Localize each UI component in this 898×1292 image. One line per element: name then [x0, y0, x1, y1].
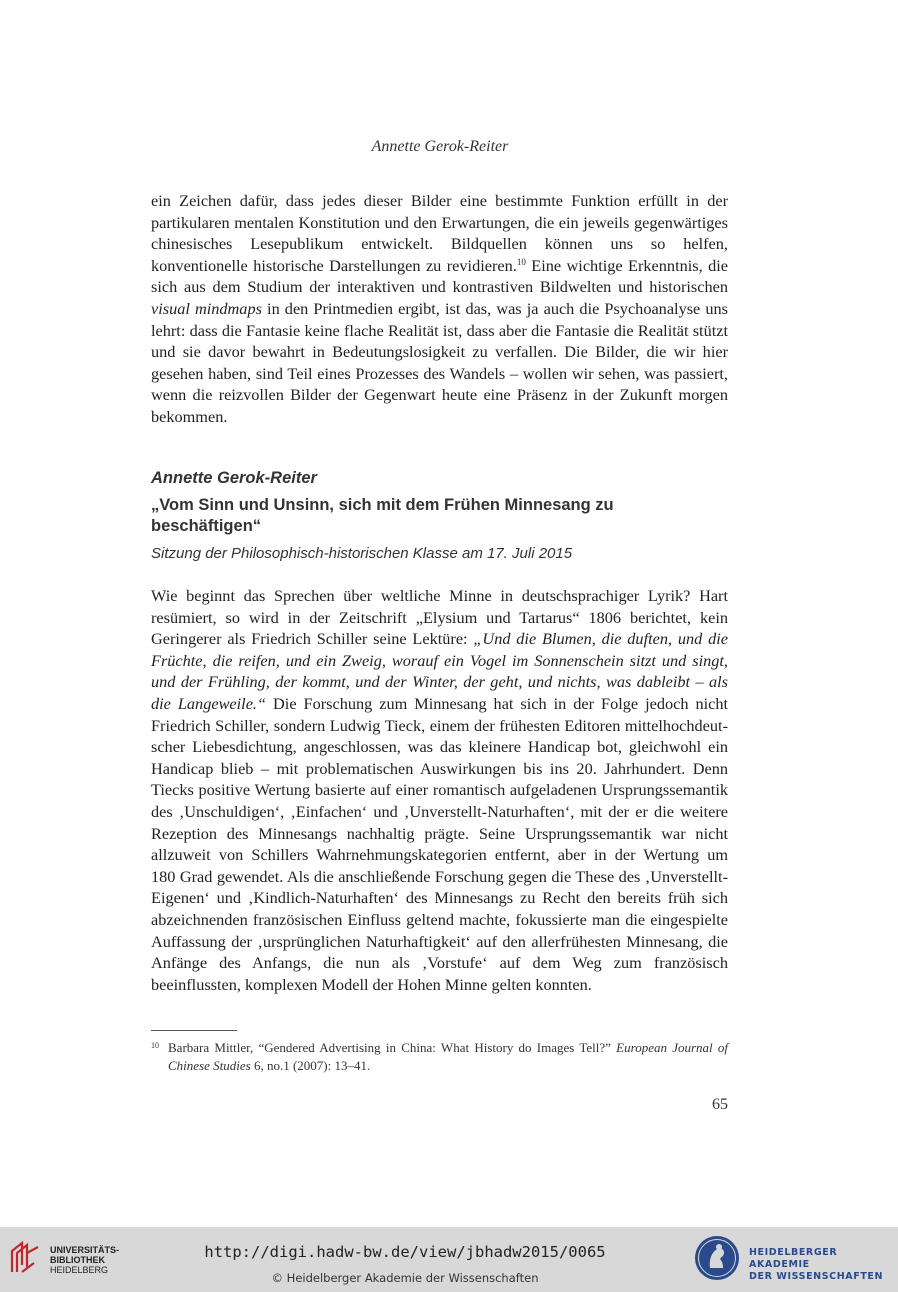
- document-url-link[interactable]: http://digi.hadw-bw.de/view/jbhadw2015/0065: [204, 1243, 606, 1261]
- ub-line-3: HEIDELBERG: [50, 1265, 109, 1275]
- page-number: 65: [712, 1096, 728, 1113]
- copyright-notice: © Heidelberger Akademie der Wissenschaften: [271, 1271, 539, 1285]
- para1-text-3: in den Printmedien ergibt, ist das, was ja auch die Psychoanalyse uns lehrt: dass die Fantasie keine flache Realität ist, dass aber die Fantasie die Realität stützt und sie davor bewahrt in Bedeutungslosigkeit zu verfallen. Die Bilder, die wir hier gesehen haben, sind Teil eines Prozesses des Wandels – wollen wir sehen, was passiert, wenn die reizvollen Bilder der Gegenwart heute eine Präsenz in der Zukunft morgen bekommen.: [151, 298, 728, 426]
- ub-line-1: UNIVERSITÄTS-: [50, 1245, 120, 1255]
- section-title: „Vom Sinn und Unsinn, sich mit dem Frühen Minnesang zu beschäftigen“: [151, 496, 614, 535]
- body-paragraph-2: [151, 585, 728, 995]
- academy-line-1: HEIDELBERGER AKADEMIE: [749, 1247, 838, 1270]
- para1-text-1: ein Zeichen dafür, dass jedes dieser Bilder eine bestimmte Funktion erfüllt in der partikularen mentalen Konstitution und den Erwartungen, die ein jeweils gegenwärtiges chinesisches Lesepublikum entwickelt. Bildquellen können uns so helfen, konventionelle historische Darstellungen zu revidieren.: [151, 191, 728, 275]
- footnote: [151, 1037, 728, 1075]
- section-author: Annette Gerok-Reiter: [151, 469, 317, 487]
- footnote-divider: [151, 1030, 237, 1031]
- academy-seal-icon[interactable]: [693, 1234, 741, 1282]
- footnote-text: Barbara Mittler, “Gendered Advertising in China: What History do Images Tell?”: [168, 1040, 617, 1055]
- academy-name: [749, 1247, 898, 1283]
- footnote-rest: 6, no.1 (2007): 13–41.: [250, 1058, 371, 1073]
- para1-text-2: Eine wichtige Erkenntnis, die sich aus dem Studium der interaktiven und kontrastiven Bildwelten und historischen: [151, 255, 728, 297]
- footnote-number: 10: [151, 1041, 159, 1050]
- para1-emphasis: visual mindmaps: [151, 298, 262, 318]
- ub-line-2: BIBLIOTHEK: [50, 1255, 105, 1265]
- para2-text-2: Die Forschung zum Minnesang hat sich in der Folge jedoch nicht Friedrich Schiller, sondern Ludwig Tieck, einem der frühesten Editoren mittelhochdeutscher Liebesdichtung, angeschlossen, was das kleinere Handicap bot, gleichwohl ein Handicap blieb – mit problematischen Auswirkungen bis ins 20. Jahrhundert. Denn Tiecks positive Wertung basierte auf einer romantisch aufgeladenen Ursprungssemantik des ‚Unschuldigen‘, ‚Einfachen‘ und ‚Unverstellt-Naturhaften‘, mit der er die weitere Rezeption des Minnesangs nachhaltig prägte. Seine Ursprungssemantik war nicht allzuweit von Schillers Wahrnehmungskategorien entfernt, aber in der Wertung um 180 Grad gewendet. Als die anschließende Forschung gegen die These des ‚Unverstellt-Eigenen‘ und ‚Kindlich-Naturhaften‘ des Minnesangs zu Recht den bereits früh sich abzeichnenden französischen Einfluss geltend machte, fokussierte man die eingespielte Auffassung der ‚ursprünglichen Naturhaftigkeit‘ auf den allerfrühesten Minnesang, die Anfänge des Anfangs, die nun als ‚Vorstufe‘ auf dem Weg zum französisch beeinflussten, komplexen Modell der Hohen Minne gelten konnten.: [151, 693, 729, 994]
- running-head: Annette Gerok-Reiter: [371, 138, 509, 155]
- footnote-reference[interactable]: 10: [516, 256, 526, 267]
- section-session: Sitzung der Philosophisch-historischen Klasse am 17. Juli 2015: [151, 545, 573, 562]
- para2-text-1: Wie beginnt das Sprechen über weltliche Minne in deutschsprachiger Lyrik? Hart resümiert, so wird in der Zeitschrift „Elysium und Tartarus“ 1806 berichtet, kein Geringerer als Friedrich Schiller seine Lektüre:: [151, 586, 728, 649]
- footnote-journal: European Journal of Chinese Studies: [168, 1040, 728, 1073]
- body-paragraph-1: [151, 190, 728, 428]
- footer-bar: [0, 1227, 898, 1292]
- academy-line-2: DER WISSENSCHAFTEN: [749, 1271, 884, 1282]
- schiller-quote: „Und die Blumen, die duften, und die Früchte, die reifen, und ein Zweig, worauf ein Vogel im Sonnenschein sitzt und singt, und der Frühling, der kommt, und der Winter, der geht, und nichts, was dableibt – als die Langeweile.“: [151, 629, 728, 713]
